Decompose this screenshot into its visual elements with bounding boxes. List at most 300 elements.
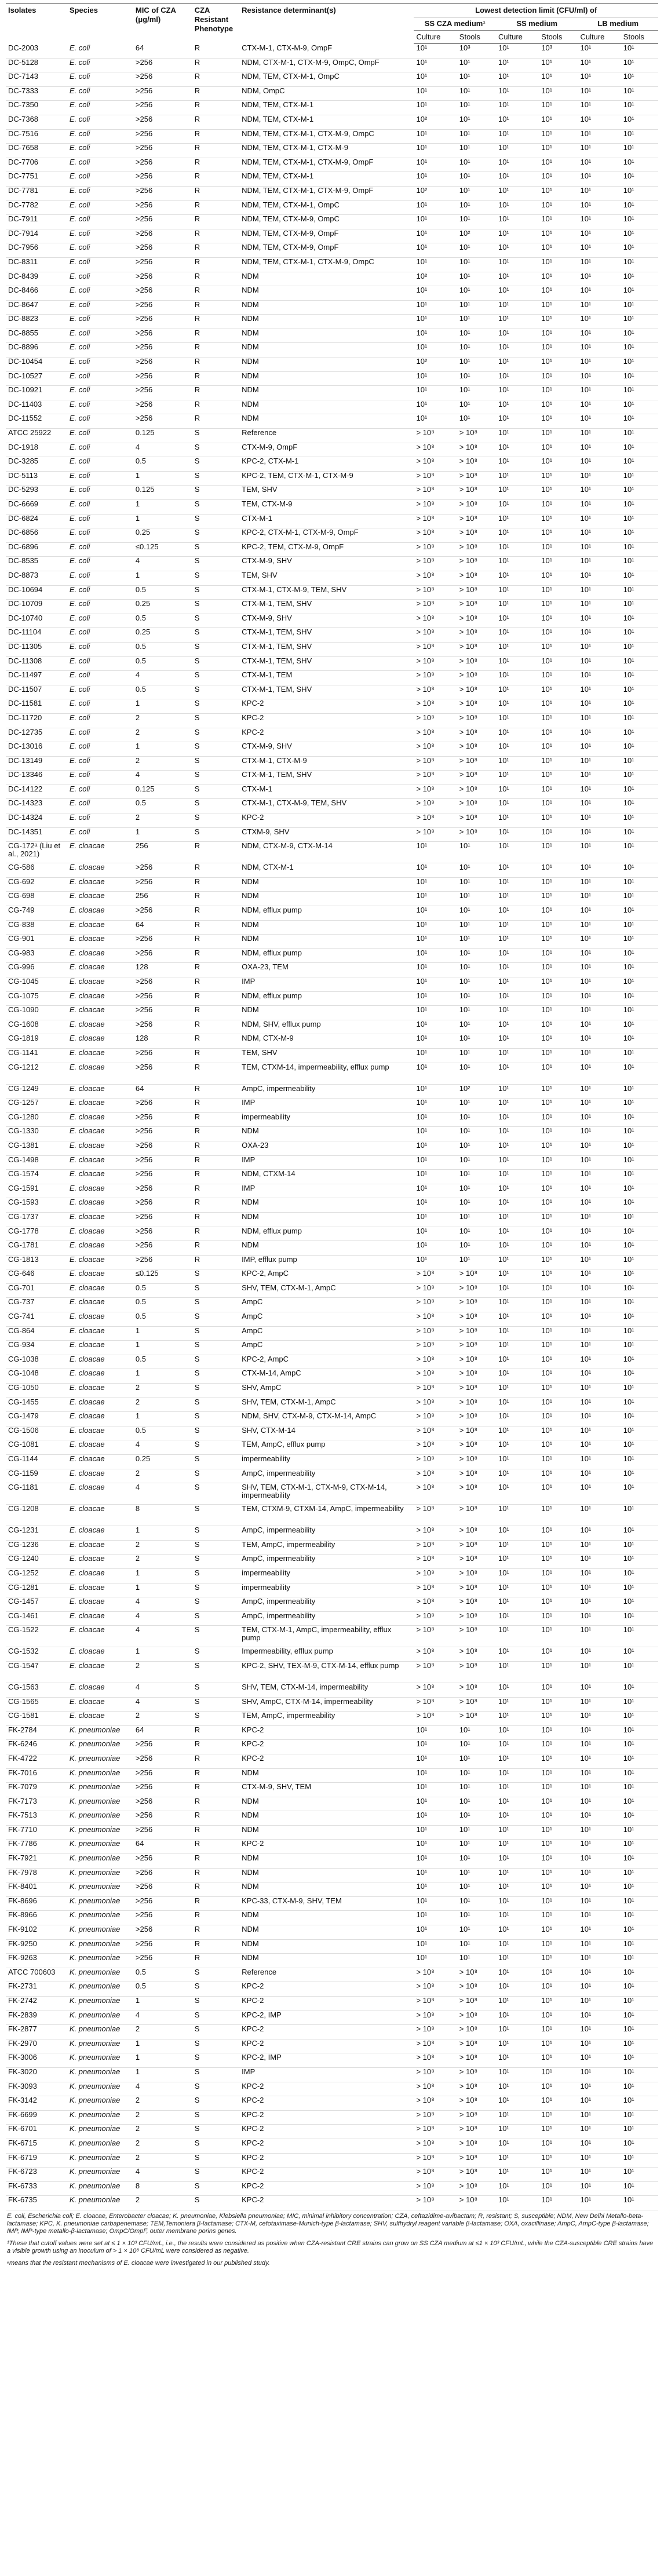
table-cell: S <box>192 2153 239 2168</box>
table-cell: E. cloacae <box>67 1141 133 1155</box>
table-cell: > 10⁸ <box>457 671 496 685</box>
table-cell: 10¹ <box>578 1911 621 1925</box>
table-cell: 10¹ <box>621 1034 658 1049</box>
table-cell: 10¹ <box>539 1882 578 1897</box>
table-cell: 10¹ <box>621 371 658 386</box>
table-cell: > 10⁸ <box>414 600 457 614</box>
table-cell: R <box>192 906 239 921</box>
table-cell: 10¹ <box>539 1099 578 1113</box>
table-cell: > 10⁸ <box>457 557 496 571</box>
table-cell: > 10⁸ <box>457 443 496 457</box>
table-cell: 10¹ <box>621 86 658 101</box>
table-cell: CTX-M-9, SHV <box>239 742 414 757</box>
table-cell: K. pneumoniae <box>67 1854 133 1869</box>
table-cell: E. cloacae <box>67 920 133 935</box>
table-cell: 10¹ <box>457 200 496 215</box>
table-cell: E. coli <box>67 728 133 742</box>
table-cell: 10¹ <box>578 2168 621 2182</box>
table-cell: 10¹ <box>539 115 578 129</box>
table-cell: K. pneumoniae <box>67 2196 133 2210</box>
table-cell: 10¹ <box>414 1896 457 1911</box>
table-cell: > 10⁸ <box>414 1440 457 1455</box>
table-cell: S <box>192 1426 239 1440</box>
table-cell: > 10⁸ <box>414 514 457 528</box>
table-cell: CG-586 <box>6 863 67 878</box>
table-cell: 10¹ <box>621 186 658 200</box>
table-cell: R <box>192 1170 239 1184</box>
table-cell: > 10⁸ <box>457 1968 496 1982</box>
table-cell: 10¹ <box>621 1840 658 1854</box>
table-row <box>6 2082 658 2096</box>
table-cell: DC-14122 <box>6 785 67 799</box>
table-cell: 10¹ <box>457 906 496 921</box>
table-cell: DC-14323 <box>6 799 67 813</box>
table-cell: KPC-2 <box>239 713 414 728</box>
table-row <box>6 1048 658 1063</box>
table-cell: 10¹ <box>414 1020 457 1034</box>
table-row <box>6 229 658 243</box>
table-row <box>6 842 658 863</box>
table-cell: 10¹ <box>621 2196 658 2210</box>
table-cell: DC-14351 <box>6 827 67 842</box>
table-cell: 10¹ <box>621 799 658 813</box>
table-cell: DC-8647 <box>6 300 67 315</box>
table-cell: > 10⁸ <box>457 2139 496 2153</box>
table-row <box>6 991 658 1006</box>
table-cell: 10¹ <box>539 600 578 614</box>
table-cell: > 10⁸ <box>457 685 496 699</box>
table-cell: E. cloacae <box>67 1341 133 1355</box>
table-cell: 10¹ <box>496 1882 539 1897</box>
table-cell: > 10⁸ <box>457 1483 496 1505</box>
table-cell: 10¹ <box>539 528 578 543</box>
table-cell: 10¹ <box>496 2096 539 2111</box>
table-cell: DC-8823 <box>6 315 67 329</box>
table-cell: 10¹ <box>621 129 658 144</box>
table-cell: 64 <box>133 920 192 935</box>
table-cell: 10¹ <box>496 2039 539 2053</box>
table-cell: S <box>192 585 239 600</box>
table-cell: 10² <box>414 357 457 372</box>
table-row <box>6 514 658 528</box>
table-cell: E. coli <box>67 414 133 429</box>
table-cell: R <box>192 357 239 372</box>
table-cell: 10¹ <box>457 1754 496 1768</box>
table-cell: 10¹ <box>539 1811 578 1826</box>
table-cell: 10¹ <box>621 2082 658 2096</box>
table-cell: IMP <box>239 977 414 992</box>
table-cell: E. coli <box>67 200 133 215</box>
col-header-species: Species <box>67 4 133 44</box>
table-cell: 10¹ <box>578 215 621 229</box>
table-cell: 10¹ <box>539 2011 578 2025</box>
table-cell: S <box>192 1661 239 1683</box>
table-cell: 10¹ <box>414 1255 457 1269</box>
table-cell: 10¹ <box>457 186 496 200</box>
table-cell: > 10⁸ <box>457 1369 496 1384</box>
table-cell: S <box>192 1398 239 1412</box>
table-cell: E. cloacae <box>67 991 133 1006</box>
table-row <box>6 906 658 921</box>
table-cell: 10¹ <box>621 977 658 992</box>
table-cell: 10¹ <box>578 671 621 685</box>
table-cell: 10¹ <box>496 1241 539 1256</box>
table-cell: DC-1918 <box>6 443 67 457</box>
table-cell: 10¹ <box>496 1597 539 1612</box>
table-cell: 10¹ <box>578 514 621 528</box>
table-cell: 10¹ <box>578 1269 621 1284</box>
table-cell: 10¹ <box>539 1255 578 1269</box>
table-cell: 10¹ <box>414 144 457 158</box>
table-cell: 10¹ <box>496 129 539 144</box>
table-cell: NDM <box>239 300 414 315</box>
table-cell: > 10⁸ <box>457 1426 496 1440</box>
table-row <box>6 1298 658 1312</box>
table-cell: 10¹ <box>621 1896 658 1911</box>
table-cell: 10¹ <box>496 699 539 714</box>
table-cell: 10¹ <box>578 400 621 414</box>
table-cell: 10¹ <box>539 906 578 921</box>
table-cell: 10¹ <box>496 2082 539 2096</box>
table-cell: 10¹ <box>621 172 658 187</box>
table-cell: 10¹ <box>496 1568 539 1583</box>
col-header-stools: Stools <box>457 31 496 44</box>
table-cell: 10¹ <box>621 1568 658 1583</box>
table-cell: 10¹ <box>578 371 621 386</box>
table-cell: 10¹ <box>578 1184 621 1198</box>
table-cell: 10¹ <box>621 742 658 757</box>
table-cell: 10¹ <box>496 1227 539 1241</box>
table-cell: S <box>192 2181 239 2196</box>
table-cell: S <box>192 471 239 486</box>
table-cell: > 10⁸ <box>457 2153 496 2168</box>
table-cell: 10¹ <box>496 1269 539 1284</box>
table-cell: S <box>192 685 239 699</box>
table-cell: FK-7513 <box>6 1811 67 1826</box>
table-cell: FK-9102 <box>6 1925 67 1940</box>
table-cell: > 10⁸ <box>414 1398 457 1412</box>
table-cell: 10¹ <box>414 1112 457 1127</box>
table-cell: CG-1593 <box>6 1198 67 1213</box>
table-cell: 10¹ <box>539 1312 578 1327</box>
table-cell: 10¹ <box>496 642 539 656</box>
table-cell: E. coli <box>67 172 133 187</box>
table-cell: 10¹ <box>539 1597 578 1612</box>
col-header-lb: LB medium <box>578 17 658 31</box>
table-cell: >256 <box>133 286 192 301</box>
table-cell: 10¹ <box>457 1227 496 1241</box>
table-cell: 10¹ <box>496 1355 539 1369</box>
table-row <box>6 1712 658 1726</box>
table-cell: 10¹ <box>457 1797 496 1811</box>
table-cell: 10¹ <box>621 1868 658 1882</box>
table-cell: 10¹ <box>414 963 457 977</box>
table-cell: CG-1236 <box>6 1540 67 1555</box>
table-cell: >256 <box>133 1006 192 1020</box>
table-cell: > 10⁸ <box>457 2067 496 2082</box>
table-cell: >256 <box>133 1184 192 1198</box>
table-cell: KPC-2 <box>239 2025 414 2039</box>
table-cell: >256 <box>133 272 192 286</box>
table-cell: 10¹ <box>496 1712 539 1726</box>
table-cell: 10¹ <box>539 1170 578 1184</box>
table-cell: R <box>192 257 239 272</box>
table-cell: E. cloacae <box>67 1697 133 1712</box>
table-cell: R <box>192 1754 239 1768</box>
table-cell: E. cloacae <box>67 1255 133 1269</box>
table-cell: > 10⁸ <box>457 827 496 842</box>
table-cell: 10¹ <box>414 172 457 187</box>
table-row <box>6 1034 658 1049</box>
table-cell: > 10⁸ <box>457 614 496 628</box>
table-cell: 10¹ <box>621 1483 658 1505</box>
table-cell: 0.5 <box>133 1298 192 1312</box>
table-cell: 10¹ <box>621 892 658 906</box>
table-cell: 10¹ <box>496 1112 539 1127</box>
table-cell: 10¹ <box>578 257 621 272</box>
table-cell: E. coli <box>67 257 133 272</box>
table-cell: CG-1461 <box>6 1611 67 1626</box>
table-cell: > 10⁸ <box>457 713 496 728</box>
table-cell: K. pneumoniae <box>67 1896 133 1911</box>
table-row <box>6 1754 658 1768</box>
table-cell: 10¹ <box>578 1611 621 1626</box>
table-cell: > 10⁸ <box>457 771 496 785</box>
table-cell: 10¹ <box>539 1412 578 1426</box>
table-cell: NDM, CTX-M-9, CTX-M-14 <box>239 842 414 863</box>
table-cell: 1 <box>133 1647 192 1662</box>
table-cell: > 10⁸ <box>457 1384 496 1398</box>
table-cell: CG-864 <box>6 1326 67 1341</box>
table-cell: 10¹ <box>414 1141 457 1155</box>
table-cell: 10¹ <box>539 728 578 742</box>
table-cell: E. cloacae <box>67 1526 133 1541</box>
table-cell: 10¹ <box>539 1084 578 1099</box>
table-cell: NDM, CTXM-14 <box>239 1170 414 1184</box>
table-cell: R <box>192 158 239 172</box>
table-cell: 10¹ <box>578 286 621 301</box>
table-cell: 10¹ <box>578 1063 621 1084</box>
table-cell: > 10⁸ <box>457 2181 496 2196</box>
table-cell: 10¹ <box>414 414 457 429</box>
table-cell: 10¹ <box>457 1006 496 1020</box>
table-row <box>6 200 658 215</box>
table-cell: 10¹ <box>578 1398 621 1412</box>
table-row <box>6 948 658 963</box>
table-cell: Reference <box>239 1968 414 1982</box>
table-cell: > 10⁸ <box>457 1555 496 1569</box>
table-cell: >256 <box>133 1241 192 1256</box>
table-cell: 10¹ <box>414 892 457 906</box>
table-cell: NDM <box>239 1811 414 1826</box>
table-row <box>6 58 658 72</box>
table-cell: S <box>192 1412 239 1426</box>
table-row <box>6 101 658 115</box>
table-cell: R <box>192 386 239 400</box>
table-cell: 10¹ <box>578 1298 621 1312</box>
table-cell: 10¹ <box>457 58 496 72</box>
table-cell: FK-7786 <box>6 1840 67 1854</box>
table-cell: 10¹ <box>578 243 621 258</box>
table-cell: 10¹ <box>578 343 621 357</box>
table-cell: 10¹ <box>496 877 539 892</box>
table-cell: R <box>192 863 239 878</box>
table-cell: 10¹ <box>621 2125 658 2139</box>
table-row <box>6 1540 658 1555</box>
table-cell: > 10⁸ <box>414 728 457 742</box>
table-cell: NDM <box>239 1127 414 1141</box>
table-cell: 10¹ <box>496 1768 539 1783</box>
table-cell: KPC-33, CTX-M-9, SHV, TEM <box>239 1896 414 1911</box>
table-cell: 10¹ <box>496 514 539 528</box>
table-row <box>6 1440 658 1455</box>
table-cell: 10¹ <box>578 1505 621 1526</box>
table-cell: FK-6246 <box>6 1740 67 1754</box>
table-cell: FK-7173 <box>6 1797 67 1811</box>
table-cell: 10¹ <box>457 129 496 144</box>
table-cell: 10¹ <box>457 1811 496 1826</box>
table-cell: 10¹ <box>414 1797 457 1811</box>
table-cell: R <box>192 1840 239 1854</box>
table-cell: > 10⁸ <box>457 1341 496 1355</box>
table-cell: > 10⁸ <box>457 756 496 771</box>
table-row <box>6 799 658 813</box>
table-cell: E. cloacae <box>67 1661 133 1683</box>
table-cell: 10¹ <box>539 977 578 992</box>
table-cell: 10¹ <box>414 286 457 301</box>
table-cell: > 10⁸ <box>414 671 457 685</box>
table-cell: CG-1737 <box>6 1212 67 1227</box>
table-cell: 10¹ <box>457 1854 496 1869</box>
table-cell: 10¹ <box>496 1840 539 1854</box>
table-cell: 10¹ <box>457 963 496 977</box>
table-cell: R <box>192 329 239 343</box>
table-cell: 10¹ <box>539 457 578 472</box>
table-cell: CG-692 <box>6 877 67 892</box>
table-cell: CG-1159 <box>6 1469 67 1483</box>
table-cell: 10¹ <box>621 1911 658 1925</box>
table-cell: 256 <box>133 842 192 863</box>
table-cell: 10¹ <box>414 1048 457 1063</box>
table-cell: 10¹ <box>496 1968 539 1982</box>
table-cell: 10¹ <box>621 756 658 771</box>
table-cell: 10¹ <box>578 1939 621 1954</box>
table-cell: 10¹ <box>496 1084 539 1099</box>
table-cell: 10¹ <box>578 585 621 600</box>
table-cell: 10¹ <box>496 1868 539 1882</box>
col-header-mic: MIC of CZA (μg/ml) <box>133 4 192 44</box>
table-cell: CTX-M-1, TEM, SHV <box>239 771 414 785</box>
table-cell: 10¹ <box>414 315 457 329</box>
table-cell: 10¹ <box>414 1034 457 1049</box>
table-cell: 1 <box>133 1326 192 1341</box>
table-cell: >256 <box>133 1882 192 1897</box>
table-cell: DC-8466 <box>6 286 67 301</box>
table-row <box>6 542 658 557</box>
table-cell: 10¹ <box>414 1811 457 1826</box>
table-cell: 10¹ <box>496 44 539 59</box>
table-row <box>6 1112 658 1127</box>
table-cell: S <box>192 2039 239 2053</box>
table-row <box>6 144 658 158</box>
table-row <box>6 357 658 372</box>
table-cell: 10¹ <box>496 1412 539 1426</box>
table-row <box>6 457 658 472</box>
table-cell: CTX-M-1, CTX-M-9, OmpF <box>239 44 414 59</box>
table-cell: > 10⁸ <box>457 1398 496 1412</box>
table-cell: 10¹ <box>457 1063 496 1084</box>
table-cell: 10¹ <box>539 1440 578 1455</box>
table-cell: NDM <box>239 1939 414 1954</box>
table-cell: 10¹ <box>414 1740 457 1754</box>
table-cell: 0.5 <box>133 457 192 472</box>
table-cell: FK-9263 <box>6 1954 67 1968</box>
table-cell: > 10⁸ <box>457 1540 496 1555</box>
table-cell: S <box>192 728 239 742</box>
table-cell: K. pneumoniae <box>67 1968 133 1982</box>
table-cell: KPC-2 <box>239 1982 414 1997</box>
table-cell: 10¹ <box>496 215 539 229</box>
table-cell: 10¹ <box>414 86 457 101</box>
table-cell: DC-7781 <box>6 186 67 200</box>
table-cell: NDM, TEM, CTX-M-9, OmpF <box>239 229 414 243</box>
table-cell: 10¹ <box>457 1048 496 1063</box>
table-cell: 10¹ <box>496 457 539 472</box>
table-cell: 10¹ <box>578 1326 621 1341</box>
table-cell: E. cloacae <box>67 1283 133 1298</box>
table-cell: CG-701 <box>6 1283 67 1298</box>
table-cell: >256 <box>133 414 192 429</box>
table-cell: 10¹ <box>496 827 539 842</box>
table-cell: 10¹ <box>621 329 658 343</box>
table-cell: E. cloacae <box>67 1483 133 1505</box>
table-cell: > 10⁸ <box>414 486 457 500</box>
table-row <box>6 2110 658 2125</box>
table-cell: 10¹ <box>578 977 621 992</box>
table-cell: CTX-M-1, TEM <box>239 671 414 685</box>
table-cell: 10¹ <box>457 158 496 172</box>
table-cell: 10¹ <box>578 58 621 72</box>
table-cell: S <box>192 2139 239 2153</box>
table-cell: R <box>192 72 239 87</box>
table-cell: 10¹ <box>539 877 578 892</box>
table-cell: 10¹ <box>414 1227 457 1241</box>
table-cell: 10¹ <box>496 243 539 258</box>
table-cell: E. cloacae <box>67 1099 133 1113</box>
table-cell: NDM <box>239 1868 414 1882</box>
table-cell: NDM <box>239 1198 414 1213</box>
table-row <box>6 486 658 500</box>
table-row <box>6 1141 658 1155</box>
table-cell: > 10⁸ <box>457 2082 496 2096</box>
table-cell: E. coli <box>67 101 133 115</box>
table-cell: 10¹ <box>578 799 621 813</box>
table-cell: S <box>192 813 239 828</box>
table-cell: 10² <box>414 115 457 129</box>
table-cell: KPC-2, TEM, CTX-M-9, OmpF <box>239 542 414 557</box>
table-cell: 10¹ <box>621 1925 658 1940</box>
table-cell: > 10⁸ <box>414 1568 457 1583</box>
table-cell: CG-1257 <box>6 1099 67 1113</box>
table-cell: 10¹ <box>496 728 539 742</box>
table-cell: 10¹ <box>539 920 578 935</box>
table-cell: R <box>192 1034 239 1049</box>
table-cell: 10¹ <box>496 329 539 343</box>
table-cell: 10¹ <box>621 771 658 785</box>
table-cell: 10¹ <box>578 443 621 457</box>
table-cell: 10¹ <box>621 813 658 828</box>
table-cell: NDM, TEM, CTX-M-1 <box>239 101 414 115</box>
